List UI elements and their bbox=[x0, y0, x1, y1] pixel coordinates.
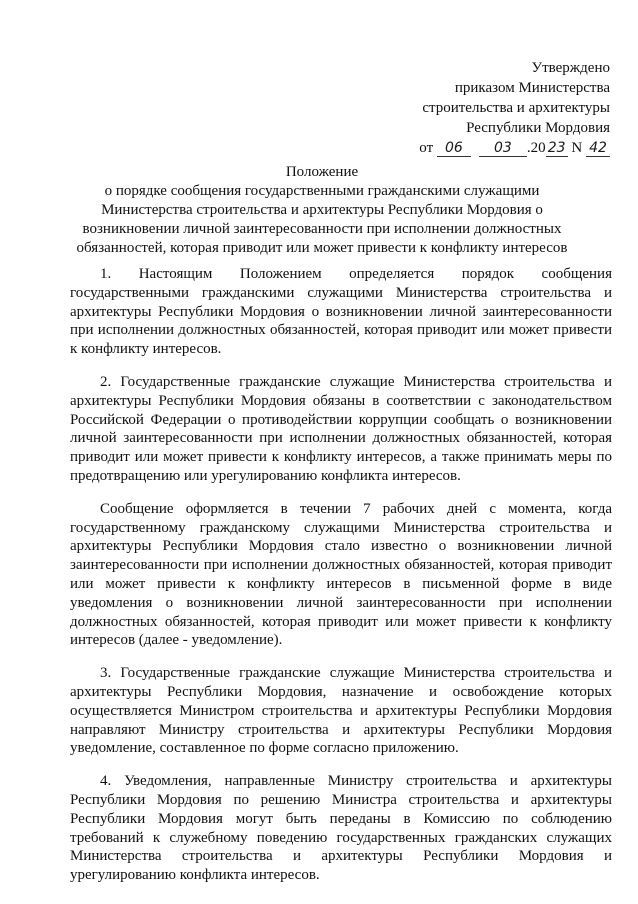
approval-block bbox=[419, 58, 610, 158]
date-year-handwritten: 23 bbox=[546, 140, 568, 157]
title-line-1: Положение bbox=[285, 164, 359, 180]
approval-line-3: строительства и архитектуры bbox=[422, 100, 610, 116]
date-prefix: от bbox=[419, 140, 434, 156]
document-title bbox=[36, 163, 608, 258]
date-day-handwritten: 06 bbox=[437, 140, 471, 157]
approval-line-1: Утверждено bbox=[531, 60, 610, 76]
paragraph-1: 1. Настоящим Положением определяется порядок сообщения государственными гражданскими служащими Министерства строительства и архитектуры Республики Мордовия о возникновении личной заинтересованности при исполнении должностных обязанностей, которая приводит или может привести к конфликту интересов. bbox=[70, 266, 612, 358]
date-month-handwritten: 03 bbox=[479, 140, 527, 157]
approval-date-line bbox=[419, 138, 610, 158]
paragraph-3: Сообщение оформляется в течении 7 рабочих дней с момента, когда государственному гражданскому служащими Министерства строительства и архитектуры Республики Мордовия стало известно о возникновении личной заинтересованности при исполнении должностных обязанностей, которая приводит или может привести к конфликту интересов в письменной форме в виде уведомления о возникновении личной заинтересованности при исполнении должностных обязанностей, которая приводит или может привести к конфликту интересов (далее - уведомление). bbox=[70, 500, 612, 649]
date-year-prefix: .20 bbox=[526, 140, 546, 156]
title-line-4: возникновении личной заинтересованности при исполнении должностных bbox=[82, 221, 562, 237]
paragraph-4: 3. Государственные гражданские служащие Министерства строительства и архитектуры Республики Мордовия, назначение и освобождение которых осуществляется Министром строительства и архитектуры Республики Мордовия направляют Министру строительства и архитектуры Республики Мордовия уведомление, составленное по форме согласно приложению. bbox=[70, 665, 612, 757]
document-body bbox=[70, 265, 612, 899]
approval-line-4: Республики Мордовия bbox=[466, 120, 610, 136]
title-line-3: Министерства строительства и архитектуры Республики Мордовия о bbox=[101, 202, 543, 218]
title-line-2: о порядке сообщения государственными гражданскими служащими bbox=[104, 183, 540, 199]
paragraph-5: 4. Уведомления, направленные Министру строительства и архитектуры Республики Мордовия по решению Министра строительства и архитектуры Республики Мордовия могут быть переданы в Комиссию по соблюдению требований к служебному поведению государственных гражданских служащих Министерства строительства и архитектуры Республики Мордовия и урегулированию конфликта интересов. bbox=[70, 773, 612, 884]
title-line-5: обязанностей, которая приводит или может привести к конфликту интересов bbox=[76, 240, 568, 256]
approval-line-2: приказом Министерства bbox=[454, 80, 610, 96]
number-sign: N bbox=[571, 140, 583, 156]
order-number-handwritten: 42 bbox=[586, 140, 610, 157]
paragraph-2: 2. Государственные гражданские служащие Министерства строительства и архитектуры Республики Мордовия обязаны в соответствии с законодательством Российской Федерации о противодействии коррупции сообщать о возникновении личной заинтересованности при исполнении должностных обязанностей, которая приводит или может привести к конфликту интересов, а также принимать меры по предотвращению или урегулированию конфликта интересов. bbox=[70, 373, 612, 484]
